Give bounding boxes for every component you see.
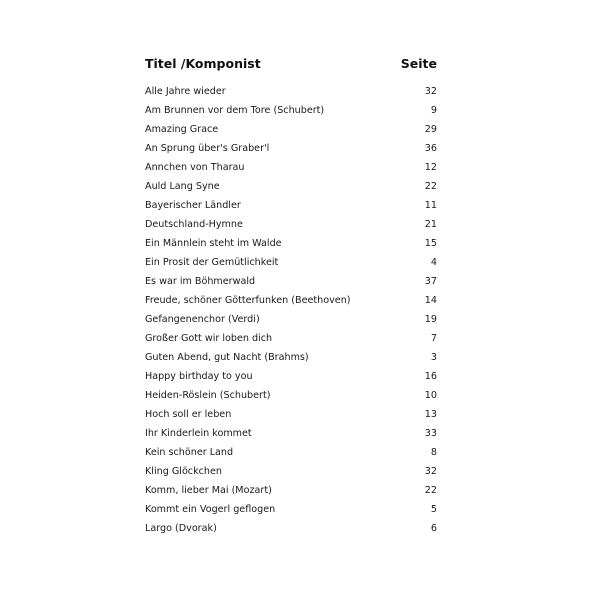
toc-entry-title: Happy birthday to you: [145, 371, 253, 382]
title-column-heading: Titel /Komponist: [145, 56, 261, 71]
toc-entry-title: Ännchen von Tharau: [145, 162, 245, 173]
toc-entry-page: 16: [424, 371, 437, 382]
toc-entry-page: 14: [424, 295, 437, 306]
toc-entry: [145, 215, 437, 234]
toc-entry: [145, 462, 437, 481]
toc-entry: [145, 348, 437, 367]
toc-entry-page: 3: [430, 352, 437, 363]
toc-entry-page: 12: [424, 162, 437, 173]
toc-entry-page: 32: [424, 466, 437, 477]
toc-entry-title: Kling Glöckchen: [145, 466, 222, 477]
toc-entry: [145, 386, 437, 405]
toc-header: [145, 56, 437, 74]
toc-entry-title: Auld Lang Syne: [145, 181, 220, 192]
toc-entry-title: Komm, lieber Mai (Mozart): [145, 485, 272, 496]
toc-entry: [145, 139, 437, 158]
toc-entry-title: Bayerischer Ländler: [145, 200, 241, 211]
toc-entry: [145, 158, 437, 177]
toc-entry: [145, 519, 437, 538]
toc-entry: [145, 196, 437, 215]
toc-entry-title: Heiden-Röslein (Schubert): [145, 390, 271, 401]
toc-entry: [145, 291, 437, 310]
toc-entry: [145, 253, 437, 272]
toc-entry: [145, 405, 437, 424]
toc-entry-title: Kein schöner Land: [145, 447, 234, 458]
toc-entry-title: Guten Abend, gut Nacht (Brahms): [145, 352, 309, 363]
toc-entry: [145, 481, 437, 500]
toc-entry-page: 29: [424, 124, 437, 135]
toc-entry-page: 33: [424, 428, 437, 439]
toc-entry-page: 21: [424, 219, 437, 230]
toc-entry-title: Deutschland-Hymne: [145, 219, 243, 230]
toc-entry-page: 22: [424, 485, 437, 496]
toc-entry-page: 15: [424, 238, 437, 249]
toc-entry-page: 19: [424, 314, 437, 325]
toc-entry-title: Am Brunnen vor dem Tore (Schubert): [145, 105, 325, 116]
toc-entry: [145, 443, 437, 462]
toc-entry: [145, 101, 437, 120]
toc-entry: [145, 272, 437, 291]
table-of-contents: [145, 56, 437, 538]
toc-entry-page: 11: [424, 200, 437, 211]
toc-entry-title: Largo (Dvorak): [145, 523, 217, 534]
page-column-heading: Seite: [400, 56, 437, 71]
toc-entry-title: Ein Prosit der Gemütlichkeit: [145, 257, 279, 268]
toc-entry: [145, 367, 437, 386]
toc-entry-title: An Sprung über's Graber'l: [145, 143, 270, 154]
toc-entry-page: 5: [430, 504, 437, 515]
toc-entry-title: Es war im Böhmerwald: [145, 276, 256, 287]
toc-entry-page: 32: [424, 86, 437, 97]
toc-entry-title: Hoch soll er leben: [145, 409, 232, 420]
toc-entry-page: 37: [424, 276, 437, 287]
toc-entry: [145, 329, 437, 348]
toc-entry-page: 6: [430, 523, 437, 534]
toc-entry-title: Großer Gott wir loben dich: [145, 333, 273, 344]
toc-entry: [145, 500, 437, 519]
toc-entry-page: 8: [430, 447, 437, 458]
toc-entry-page: 9: [430, 105, 437, 116]
toc-entry-page: 22: [424, 181, 437, 192]
toc-entry-title: Alle Jahre wieder: [145, 86, 226, 97]
toc-entry-page: 36: [424, 143, 437, 154]
toc-entry-page: 7: [430, 333, 437, 344]
toc-entry-page: 4: [430, 257, 437, 268]
toc-list: [145, 82, 437, 538]
toc-entry-title: Ihr Kinderlein kommet: [145, 428, 252, 439]
toc-entry-title: Kommt ein Vogerl geflogen: [145, 504, 276, 515]
toc-entry-page: 10: [424, 390, 437, 401]
toc-entry: [145, 177, 437, 196]
toc-entry: [145, 310, 437, 329]
toc-entry: [145, 120, 437, 139]
toc-entry-page: 13: [424, 409, 437, 420]
toc-entry-title: Ein Männlein steht im Walde: [145, 238, 282, 249]
toc-entry-title: Freude, schöner Götterfunken (Beethoven): [145, 295, 351, 306]
toc-entry-title: Amazing Grace: [145, 124, 219, 135]
toc-entry: [145, 82, 437, 101]
toc-entry-title: Gefangenenchor (Verdi): [145, 314, 260, 325]
toc-entry: [145, 234, 437, 253]
toc-entry: [145, 424, 437, 443]
